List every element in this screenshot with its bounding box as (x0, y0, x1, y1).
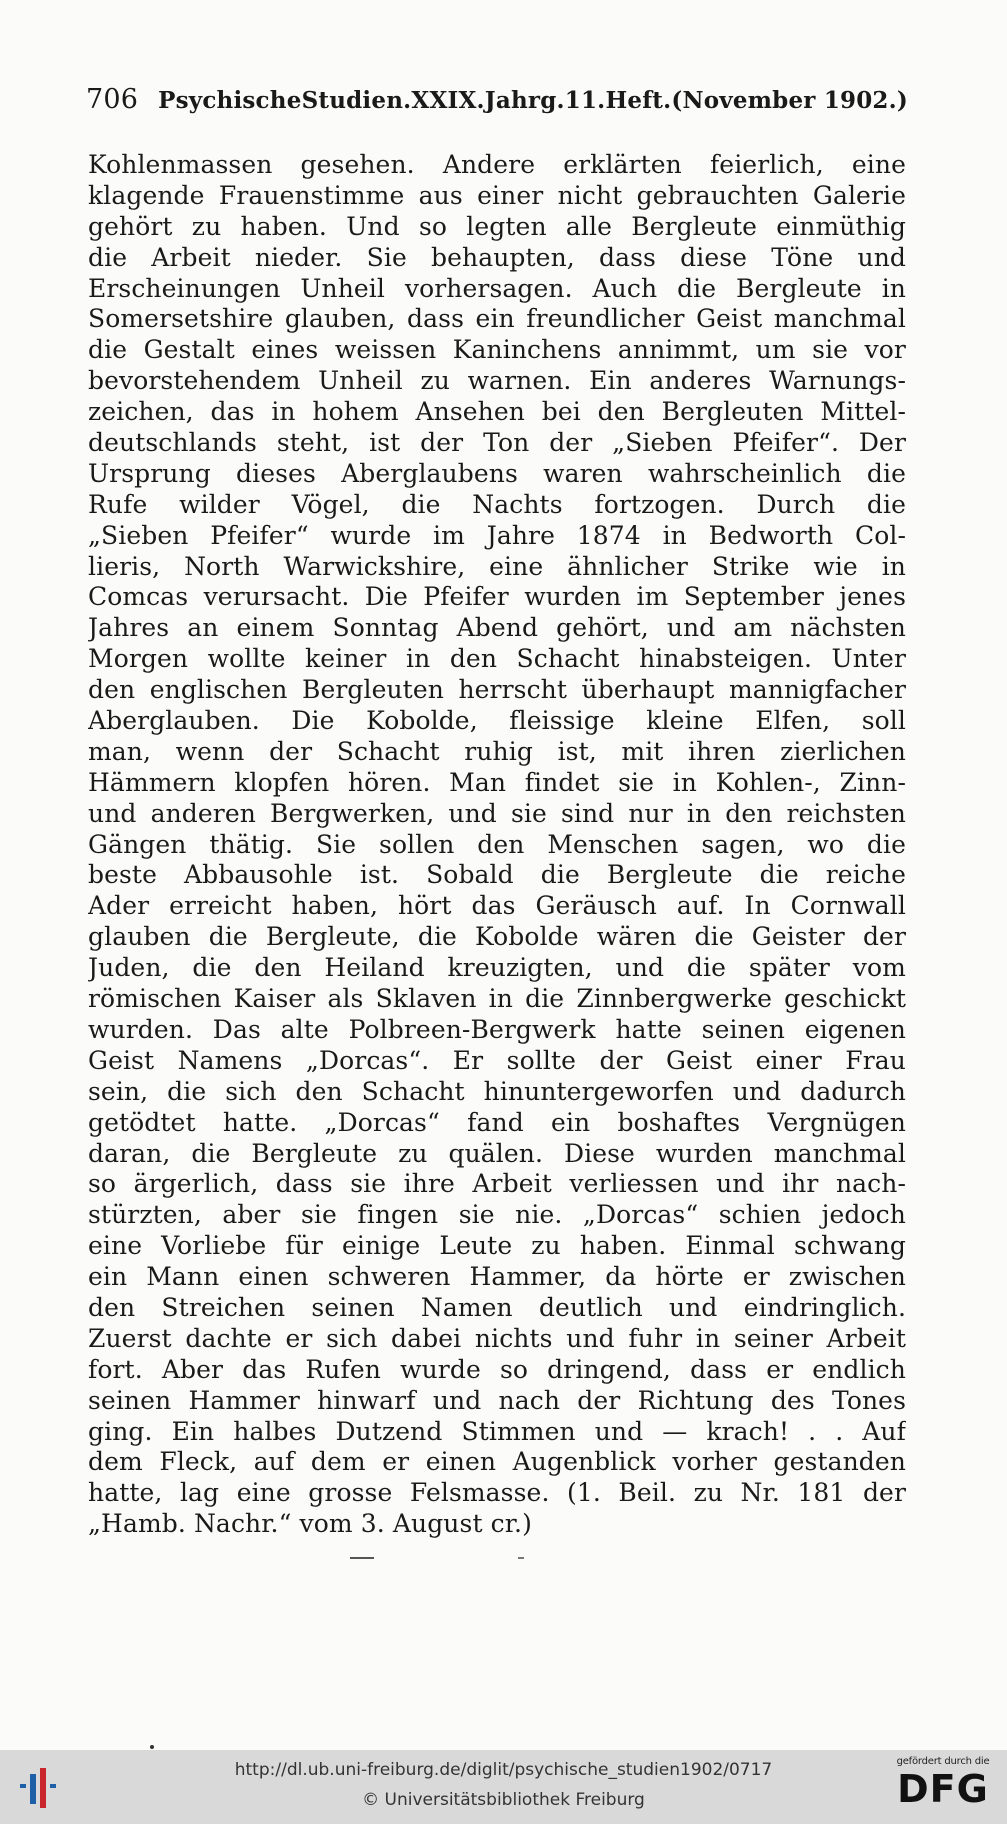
text-line: ging. Ein halbes Dutzend Stimmen und — krach! . . Auf (88, 1416, 906, 1446)
text-line: bevorstehendem Unheil zu warnen. Ein anderes Warnungs- (88, 366, 906, 396)
text-line: gehört zu haben. Und so legten alle Bergleute einmüthig (88, 211, 906, 241)
text-line: hatte, lag eine grosse Felsmasse. (1. Beil. zu Nr. 181 der (88, 1478, 906, 1508)
text-line: „Hamb. Nachr.“ vom 3. August cr.) (88, 1509, 532, 1539)
speck (150, 1745, 154, 1749)
text-line: sein, die sich den Schacht hinuntergeworfen und dadurch (88, 1076, 906, 1106)
text-line: Gängen thätig. Sie sollen den Menschen sagen, wo die (88, 829, 906, 859)
end-rule-mark (518, 1557, 524, 1559)
text-line: Comcas verursacht. Die Pfeifer wurden im September jenes (88, 582, 906, 612)
text-line: fort. Aber das Rufen wurde so dringend, dass er endlich (88, 1354, 906, 1384)
running-title-word: Jahrg. (484, 87, 565, 114)
text-line: seinen Hammer hinwarf und nach der Richtung des Tones (88, 1385, 906, 1415)
permalink-url[interactable]: http://dl.ub.uni-freiburg.de/diglit/psychische_studien1902/0717 (234, 1760, 773, 1780)
text-line: Jahres an einem Sonntag Abend gehört, und am nächsten (88, 613, 906, 643)
running-title-word: 11. (564, 87, 606, 114)
text-line: Zuerst dachte er sich dabei nichts und fuhr in seiner Arbeit (88, 1323, 906, 1353)
text-line: die Arbeit nieder. Sie behaupten, dass diese Töne und (88, 242, 906, 272)
text-line: Erscheinungen Unheil vorhersagen. Auch die Bergleute in (88, 273, 906, 303)
article-body (88, 150, 906, 1540)
text-line: Kohlenmassen gesehen. Andere erklärten feierlich, eine (88, 150, 906, 179)
page-number: 706 (86, 84, 139, 115)
text-line: stürzten, aber sie fingen sie nie. „Dorcas“ schien jedoch (88, 1200, 906, 1230)
text-line: Rufe wilder Vögel, die Nachts fortzogen. Durch die (88, 489, 906, 519)
text-line: getödtet hatte. „Dorcas“ fand ein boshaftes Vergnügen (88, 1107, 906, 1137)
text-line: ein Mann einen schweren Hammer, da hörte er zwischen (88, 1262, 906, 1292)
text-line: beste Abbausohle ist. Sobald die Bergleute die reiche (88, 860, 906, 890)
running-title-word: XXIX. (411, 87, 485, 114)
running-title-word: Studien. (301, 87, 412, 114)
text-line: römischen Kaiser als Sklaven in die Zinnbergwerke geschickt (88, 984, 906, 1014)
text-line: „Sieben Pfeifer“ wurde im Jahre 1874 in Bedworth Col- (88, 520, 906, 550)
text-line: Hämmern klopfen hören. Man findet sie in Kohlen-, Zinn- (88, 767, 906, 797)
dfg-tagline: gefördert durch die (896, 1756, 990, 1767)
text-line: wurden. Das alte Polbreen-Bergwerk hatte seinen eigenen (88, 1014, 906, 1044)
text-line: Ursprung dieses Aberglaubens waren wahrscheinlich die (88, 458, 906, 488)
dfg-logo-text: DFG (897, 1767, 989, 1811)
text-line: den Streichen seinen Namen deutlich und eindringlich. (88, 1292, 906, 1322)
text-line: Somersetshire glauben, dass ein freundlicher Geist manchmal (88, 304, 906, 334)
running-title-word: (November 1902.) (671, 87, 908, 114)
text-line: eine Vorliebe für einige Leute zu haben. Einmal schwang (88, 1231, 906, 1261)
dfg-logo[interactable] (888, 1756, 998, 1820)
viewer-footer (0, 1750, 1007, 1824)
text-line: man, wenn der Schacht ruhig ist, mit ihren zierlichen (88, 736, 906, 766)
text-line: deutschlands steht, ist der Ton der „Sieben Pfeifer“. Der (88, 428, 906, 458)
text-line: Ader erreicht haben, hört das Geräusch auf. In Cornwall (88, 891, 906, 921)
text-line: und anderen Bergwerken, und sie sind nur in den reichsten (88, 798, 906, 828)
text-line: lieris, North Warwickshire, eine ähnlicher Strike wie in (88, 551, 906, 581)
text-line: dem Fleck, auf dem er einen Augenblick vorher gestanden (88, 1447, 906, 1477)
end-rule (350, 1557, 374, 1559)
text-line: Geist Namens „Dorcas“. Er sollte der Geist einer Frau (88, 1045, 906, 1075)
text-line: zeichen, das in hohem Ansehen bei den Bergleuten Mittel- (88, 397, 906, 427)
text-line: den englischen Bergleuten herrscht überhaupt mannigfacher (88, 675, 906, 705)
text-line: die Gestalt eines weissen Kaninchens annimmt, um sie vor (88, 335, 906, 365)
text-line: klagende Frauenstimme aus einer nicht gebrauchten Galerie (88, 180, 906, 210)
text-line: Morgen wollte keiner in den Schacht hinabsteigen. Unter (88, 644, 906, 674)
text-line: Juden, die den Heiland kreuzigten, und die später vom (88, 953, 906, 983)
text-line: Aberglauben. Die Kobolde, fleissige kleine Elfen, soll (88, 706, 906, 736)
running-title-word: Heft. (605, 87, 672, 114)
running-title-word: Psychische (158, 87, 302, 114)
running-header (86, 84, 908, 124)
text-line: so ärgerlich, dass sie ihre Arbeit verliessen und ihr nach- (88, 1169, 906, 1199)
text-line: glauben die Bergleute, die Kobolde wären die Geister der (88, 922, 906, 952)
running-title (158, 87, 908, 114)
copyright-notice: © Universitätsbibliothek Freiburg (362, 1790, 645, 1810)
text-line: daran, die Bergleute zu quälen. Diese wurden manchmal (88, 1138, 906, 1168)
